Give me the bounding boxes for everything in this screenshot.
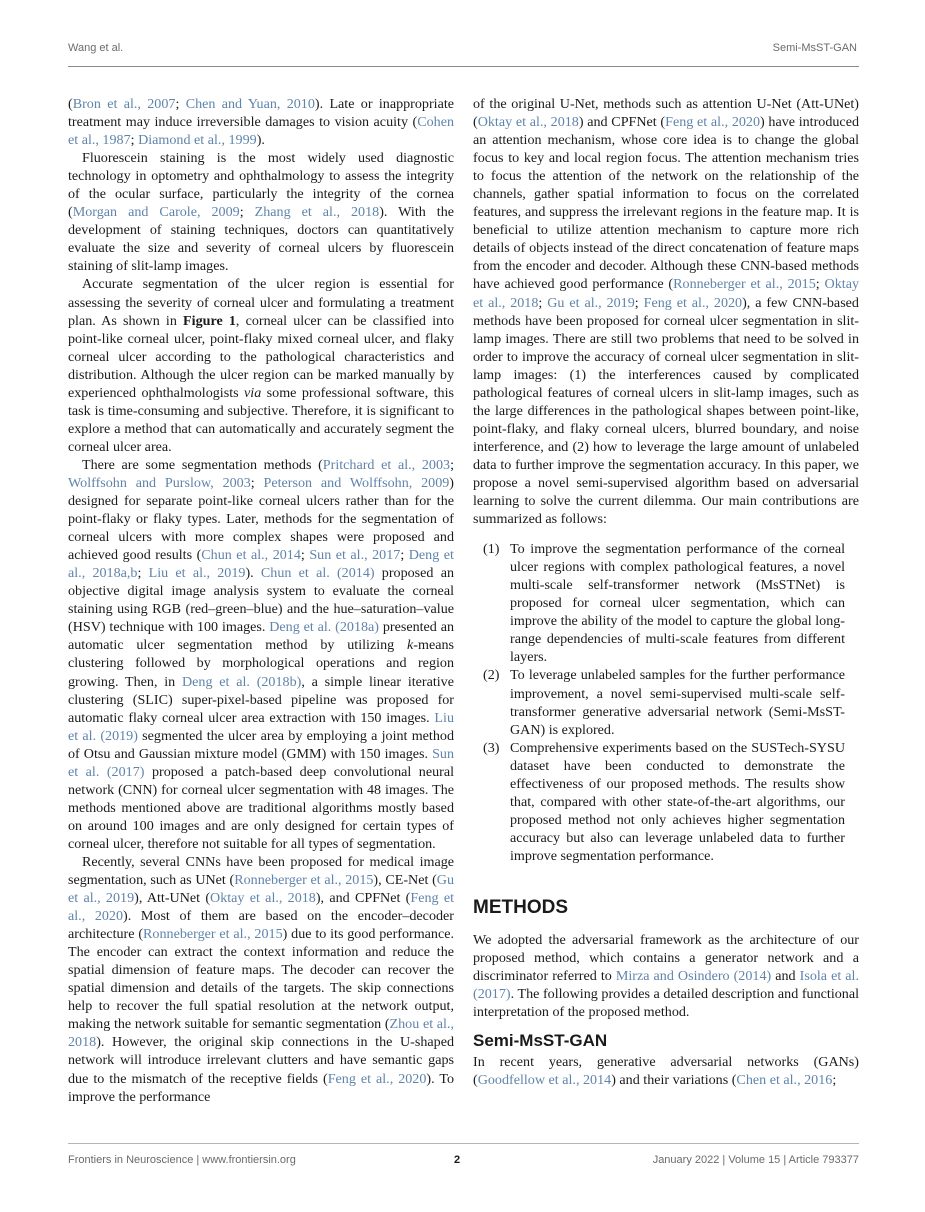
citation-link[interactable]: Deng et al. (2018b) xyxy=(182,673,302,690)
citation-link[interactable]: Liu et al. (2019) xyxy=(68,709,454,744)
citation-link[interactable]: Chun et al., 2014 xyxy=(201,547,301,564)
citation-link[interactable]: Mirza and Osindero (2014) xyxy=(615,968,772,985)
running-header-title: Semi-MsST-GAN xyxy=(772,42,857,54)
footer-rule xyxy=(68,1143,859,1144)
list-number: (2) xyxy=(483,667,500,684)
left-column xyxy=(68,95,454,1106)
citation-link[interactable]: Sun et al. (2017) xyxy=(68,745,454,780)
citation-link[interactable]: Chen et al., 2016 xyxy=(736,1072,833,1089)
section-heading-methods: METHODS xyxy=(473,896,568,918)
citation-link[interactable]: Zhang et al., 2018 xyxy=(254,204,380,221)
page-number: 2 xyxy=(454,1154,461,1166)
paragraph: There are some segmentation methods (Pritchard et al., 2003; Wolffsohn and Purslow, 2003; Peterson and Wolffsohn, 2009) designed for separate point-like corneal ulcers rather than for the point-flaky or flaky types. Later, methods for the segmentation of corneal ulcers with more complex shapes were proposed and achieved good results (Chun et al., 2014; Sun et al., 2017; Deng et al., 2018a,b; Liu et al., 2019). Chun et al. (2014) proposed an objective digital image analysis system to evaluate the corneal staining using RGB (red–green–blue) and the hue–saturation–value (HSV) technique with 100 images. Deng et al. (2018a) presented an automatic ulcer segmentation method by utilizing k-means clustering followed by morphological operations and region growing. Then, in Deng et al. (2018b), a simple linear iterative clustering (SLIC) super-pixel-based pipeline was proposed for automatic flaky corneal ulcer area extraction with 150 images. Liu et al. (2019) segmented the ulcer area by employing a joint method of Otsu and Gaussian mixture model (GMM) with 150 images. Sun et al. (2017) proposed a patch-based deep convolutional neural network (CNN) for corneal ulcer segmentation with 48 images. The methods mentioned above are traditional algorithms mostly based on around 100 images and are only designed for certain types of corneal ulcer, therefore not suitable for all types of segmentation. xyxy=(68,456,454,852)
citation-link[interactable]: Bron et al., 2007 xyxy=(72,96,176,112)
citation-link[interactable]: Isola et al. (2017) xyxy=(473,968,859,1003)
paragraph: of the original U-Net, methods such as attention U-Net (Att-UNet) (Oktay et al., 2018) and CPFNet (Feng et al., 2020) have introduced an attention mechanism, whose core idea is to change the global focus to key and local region focus. The attention mechanism tries to focus the attention of the network on the relationship of the channels, gather spatial information to focus on the correlated features, and suppress the irrelevant regions in the feature map. It is beneficial to utilize attention mechanism to capture more rich details of objects instead of the direct concatenation of feature maps from the encoder and decoder. Although these CNN-based methods have achieved good performance (Ronneberger et al., 2015; Oktay et al., 2018; Gu et al., 2019; Feng et al., 2020), a few CNN-based methods have been proposed for corneal ulcer segmentation in slit-lamp images. There are still two problems that need to be solved in order to improve the accuracy of corneal ulcer segmentation in slit-lamp images: (1) the interferences caused by complicated pathological features of corneal ulcers in slit-lamp images, such as the large differences in the pathological shapes between point-like, point-flaky, and flaky corneal ulcers, blurred boundary, and noise interference, and (2) how to leverage the large amount of unlabeled data to further improve the segmentation accuracy. In this paper, we propose a novel semi-supervised algorithm based on adversarial learning to solve the current dilemma. Our main contributions are summarized as follows: xyxy=(473,96,859,528)
paragraph: Fluorescein staining is the most widely used diagnostic technology in optometry and ophthalmology to assess the integrity of the ocular surface, particularly the integrity of the cornea (Morgan and Carole, 2009; Zhang et al., 2018). With the development of staining techniques, doctors can quantitatively evaluate the size and severity of corneal ulcers by fluorescein staining of slit-lamp images. xyxy=(68,150,454,275)
running-header-authors: Wang et al. xyxy=(68,42,124,54)
citation-link[interactable]: Oktay et al., 2018 xyxy=(477,114,579,131)
paragraph: (Bron et al., 2007; Chen and Yuan, 2010). Late or inappropriate treatment may induce irreversible damages to vision acuity (Cohen et al., 1987; Diamond et al., 1999). xyxy=(68,96,454,149)
figure-reference[interactable]: Figure 1 xyxy=(183,312,236,329)
citation-link[interactable]: Peterson and Wolffsohn, 2009 xyxy=(263,474,450,491)
header-rule xyxy=(68,66,859,67)
paragraph: Recently, several CNNs have been proposed for medical image segmentation, such as UNet (Ronneberger et al., 2015), CE-Net (Gu et al., 2019), Att-UNet (Oktay et al., 2018), and CPFNet (Feng et al., 2020). Most of them are based on the encoder–decoder architecture (Ronneberger et al., 2015) due to its good performance. The encoder can extract the context information and reduce the spatial dimension of feature maps. The decoder can recover the spatial dimension and details of the targets. The skip connections help to recover the full spatial resolution at the network output, making the network suitable for semantic segmentation (Zhou et al., 2018). However, the original skip connections in the U-shaped network will introduce irrelevant clutters and have semantic gaps due to the mismatch of the receptive fields (Feng et al., 2020). To improve the performance xyxy=(68,853,454,1105)
citation-link[interactable]: Pritchard et al., 2003 xyxy=(322,456,451,473)
citation-link[interactable]: Morgan and Carole, 2009 xyxy=(72,204,240,221)
subsection-heading: Semi-MsST-GAN xyxy=(473,1031,608,1051)
citation-link[interactable]: Goodfellow et al., 2014 xyxy=(477,1072,612,1089)
footer-issue-info: January 2022 | Volume 15 | Article 793377 xyxy=(652,1154,859,1166)
citation-link[interactable]: Ronneberger et al., 2015 xyxy=(143,926,283,943)
citation-link[interactable]: Oktay et al., 2018 xyxy=(473,276,859,311)
list-item: (3) Comprehensive experiments based on the SUSTech-SYSU dataset have been conducted to demonstrate the effectiveness of our proposed methods. The results show that, compared with other state-of-the-art algorithms, our proposed method not only achieves higher segmentation accuracy but also can leverage unlabeled data to further improve segmentation performance. xyxy=(483,739,845,864)
citation-link[interactable]: Liu et al., 2019 xyxy=(148,565,246,582)
citation-link[interactable]: Zhou et al., 2018 xyxy=(68,1016,454,1051)
citation-link[interactable]: Chun et al. (2014) xyxy=(260,565,375,582)
citation-link[interactable]: Chen and Yuan, 2010 xyxy=(185,96,315,112)
citation-link[interactable]: Gu et al., 2019 xyxy=(68,872,454,907)
citation-link[interactable]: Wolffsohn and Purslow, 2003 xyxy=(68,474,251,491)
citation-link[interactable]: Feng et al., 2020 xyxy=(327,1070,427,1087)
paragraph: We adopted the adversarial framework as the architecture of our proposed method, which contains a generator network and a discriminator referred to Mirza and Osindero (2014) and Isola et al. (2017). The following provides a detailed description and functional interpretation of the proposed method. xyxy=(473,931,859,1021)
citation-link[interactable]: Gu et al., 2019 xyxy=(547,294,635,311)
citation-link[interactable]: Sun et al., 2017 xyxy=(309,547,401,564)
footer-journal[interactable]: Frontiers in Neuroscience | www.frontiersin.org xyxy=(68,1154,296,1166)
list-item: (2) To leverage unlabeled samples for the further performance improvement, a novel semi-supervised multi-scale self-transformer generative adversarial network (Semi-MsST-GAN) is explored. xyxy=(483,667,845,738)
citation-link[interactable]: Feng et al., 2020 xyxy=(68,890,454,925)
list-item: (1) To improve the segmentation performance of the corneal ulcer regions with complex pathological features, a novel multi-scale self-transformer network (MsSTNet) is proposed for corneal ulcer segmentation, which can improve the ability of the model to capture the global long-range dependencies of multi-scale features from different layers. xyxy=(483,541,845,666)
list-number: (3) xyxy=(483,739,500,756)
list-number: (1) xyxy=(483,541,500,558)
paragraph: Accurate segmentation of the ulcer region is essential for assessing the severity of corneal ulcer and formulating a treatment plan. As shown in Figure 1, corneal ulcer can be classified into point-like corneal ulcer, point-flaky mixed corneal ulcer, and flaky corneal ulcer according to the pathological characteristics and distribution. Although the ulcer region can be marked manually by experienced ophthalmologists via some professional software, this task is time-consuming and subjective. Therefore, it is significant to explore a method that can automatically and accurately segment the corneal ulcer area. xyxy=(68,276,455,455)
citation-link[interactable]: Feng et al., 2020 xyxy=(643,294,743,311)
citation-link[interactable]: Ronneberger et al., 2015 xyxy=(234,872,374,889)
citation-link[interactable]: Feng et al., 2020 xyxy=(665,114,761,131)
contributions-list xyxy=(473,540,859,865)
citation-link[interactable]: Ronneberger et al., 2015 xyxy=(673,276,816,293)
paragraph: In recent years, generative adversarial networks (GANs) (Goodfellow et al., 2014) and their variations (Chen et al., 2016; xyxy=(473,1054,859,1089)
citation-link[interactable]: Oktay et al., 2018 xyxy=(210,890,316,907)
citation-link[interactable]: Deng et al., 2018a,b xyxy=(68,547,454,582)
citation-link[interactable]: Cohen et al., 1987 xyxy=(68,114,454,149)
right-column xyxy=(473,95,859,1089)
citation-link[interactable]: Diamond et al., 1999 xyxy=(138,132,257,149)
citation-link[interactable]: Deng et al. (2018a) xyxy=(269,619,379,636)
